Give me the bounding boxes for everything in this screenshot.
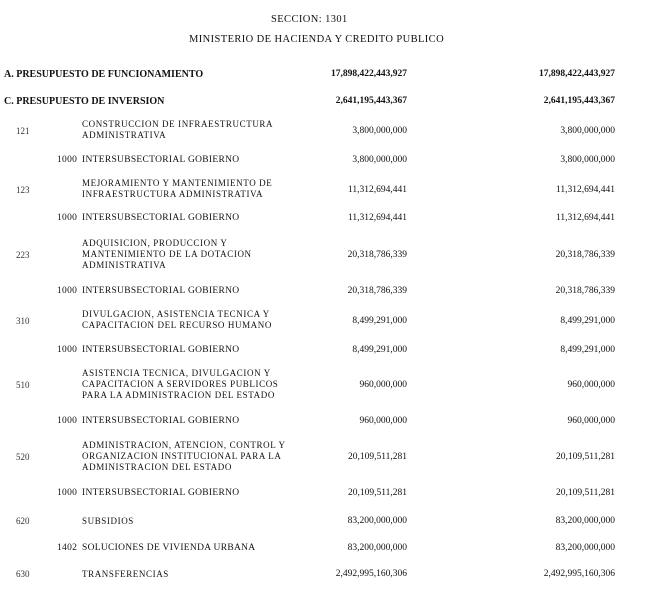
subprogram-label: INTERSUBSECTORIAL GOBIERNO	[82, 155, 240, 165]
program-description: ADQUISICION, PRODUCCION Y MANTENIMIENTO DE LA DOTACION ADMINISTRATIVA	[82, 238, 252, 270]
subprogram-amount-2: 11,312,694,441	[555, 213, 615, 223]
subprogram-amount-1: 960,000,000	[359, 416, 407, 426]
summary-label-inversion: C. PRESUPUESTO DE INVERSION	[4, 96, 165, 107]
program-code: 123	[16, 185, 30, 195]
program-code: 620	[16, 516, 30, 526]
subprogram-code: 1000	[57, 286, 78, 296]
program-amount-1: 3,800,000,000	[352, 126, 407, 136]
program-description: DIVULGACION, ASISTENCIA TECNICA Y CAPACITACION DEL RECURSO HUMANO	[82, 309, 272, 330]
subprogram-code: 1000	[57, 213, 78, 223]
program-amount-1: 11,312,694,441	[347, 185, 407, 195]
program-amount-1: 20,318,786,339	[347, 250, 407, 260]
subprogram-code: 1000	[57, 345, 78, 355]
subprogram-amount-1: 83,200,000,000	[347, 543, 407, 553]
program-code: 223	[16, 250, 30, 260]
subprogram-amount-1: 20,109,511,281	[347, 488, 407, 498]
subprogram-label: SOLUCIONES DE VIVIENDA URBANA	[82, 543, 256, 553]
summary-amount-1: 17,898,422,443,927	[331, 69, 407, 79]
subprogram-amount-2: 3,800,000,000	[560, 155, 615, 165]
section-title: SECCION: 1301	[271, 14, 348, 25]
subprogram-amount-1: 11,312,694,441	[347, 213, 407, 223]
summary-amount-2: 2,641,195,443,367	[543, 96, 615, 106]
subprogram-label: INTERSUBSECTORIAL GOBIERNO	[82, 416, 240, 426]
program-code: 630	[16, 569, 30, 579]
subprogram-label: INTERSUBSECTORIAL GOBIERNO	[82, 488, 240, 498]
program-amount-2: 20,318,786,339	[555, 250, 615, 260]
program-amount-1: 20,109,511,281	[347, 452, 407, 462]
summary-amount-1: 2,641,195,443,367	[335, 96, 407, 106]
program-amount-2: 11,312,694,441	[555, 185, 615, 195]
subprogram-label: INTERSUBSECTORIAL GOBIERNO	[82, 345, 240, 355]
summary-label-funcionamiento: A. PRESUPUESTO DE FUNCIONAMIENTO	[4, 69, 204, 80]
program-code: 520	[16, 452, 30, 462]
subprogram-label: INTERSUBSECTORIAL GOBIERNO	[82, 286, 240, 296]
subprogram-code: 1402	[57, 543, 78, 553]
program-amount-1: 83,200,000,000	[347, 516, 407, 526]
summary-amount-2: 17,898,422,443,927	[539, 69, 615, 79]
subprogram-amount-1: 20,318,786,339	[347, 286, 407, 296]
program-amount-2: 2,492,995,160,306	[543, 569, 615, 579]
program-amount-2: 3,800,000,000	[560, 126, 615, 136]
subprogram-amount-2: 83,200,000,000	[555, 543, 615, 553]
subprogram-amount-1: 8,499,291,000	[352, 345, 407, 355]
program-amount-1: 8,499,291,000	[352, 316, 407, 326]
program-amount-2: 20,109,511,281	[555, 452, 615, 462]
program-description: TRANSFERENCIAS	[82, 569, 169, 579]
program-amount-2: 960,000,000	[567, 380, 615, 390]
subprogram-amount-1: 3,800,000,000	[352, 155, 407, 165]
program-amount-1: 2,492,995,160,306	[335, 569, 407, 579]
subprogram-code: 1000	[57, 416, 78, 426]
program-amount-1: 960,000,000	[359, 380, 407, 390]
program-description: MEJORAMIENTO Y MANTENIMIENTO DE INFRAESTRUCTURA ADMINISTRATIVA	[82, 178, 273, 199]
program-code: 310	[16, 316, 30, 326]
ministry-title: MINISTERIO DE HACIENDA Y CREDITO PUBLICO	[189, 34, 445, 45]
program-code: 510	[16, 380, 30, 390]
program-description: CONSTRUCCION DE INFRAESTRUCTURA ADMINISTRATIVA	[82, 119, 274, 140]
subprogram-code: 1000	[57, 488, 78, 498]
subprogram-amount-2: 960,000,000	[567, 416, 615, 426]
program-code: 121	[16, 126, 30, 136]
subprogram-amount-2: 20,318,786,339	[555, 286, 615, 296]
subprogram-amount-2: 20,109,511,281	[555, 488, 615, 498]
program-amount-2: 8,499,291,000	[560, 316, 615, 326]
subprogram-code: 1000	[57, 155, 78, 165]
program-amount-2: 83,200,000,000	[555, 516, 615, 526]
subprogram-label: INTERSUBSECTORIAL GOBIERNO	[82, 213, 240, 223]
program-description: ASISTENCIA TECNICA, DIVULGACION Y CAPACITACION A SERVIDORES PUBLICOS PARA LA ADMINISTRACION DEL ESTADO	[82, 368, 279, 400]
program-description: SUBSIDIOS	[82, 516, 134, 526]
subprogram-amount-2: 8,499,291,000	[560, 345, 615, 355]
program-description: ADMINISTRACION, ATENCION, CONTROL Y ORGANIZACION INSTITUCIONAL PARA LA ADMINISTRACION DEL ESTADO	[82, 440, 286, 472]
